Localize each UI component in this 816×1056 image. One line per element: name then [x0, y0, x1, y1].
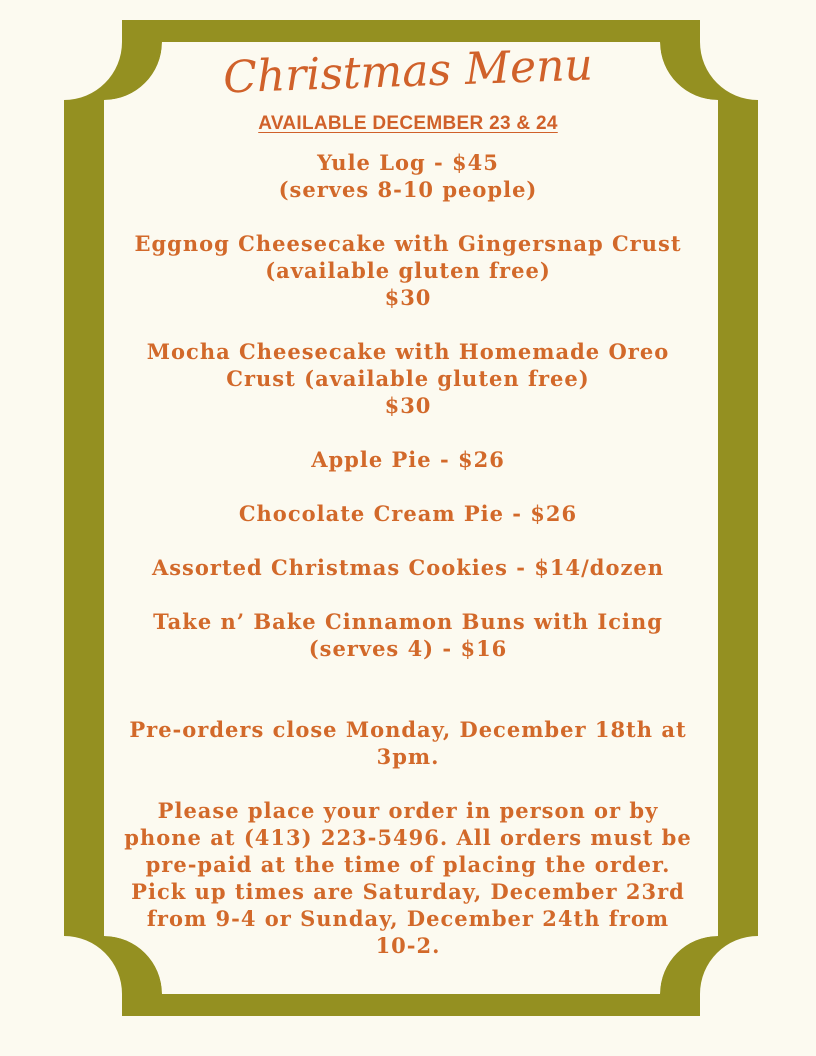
menu-item-mocha-cheesecake [110, 338, 706, 419]
menu-item-chocolate-cream-pie [110, 500, 706, 527]
item-line: (available gluten free) [265, 258, 551, 283]
order-instructions [102, 797, 714, 959]
item-line: Crust (available gluten free) [226, 366, 590, 391]
menu-item-cinnamon-buns [110, 608, 706, 662]
menu-item-christmas-cookies [110, 554, 706, 581]
item-line: Mocha Cheesecake with Homemade Oreo [146, 339, 670, 364]
instruction-line: pre-paid at the time of placing the order. [145, 852, 671, 877]
item-line: Chocolate Cream Pie - $26 [238, 501, 578, 526]
instruction-line: Pick up times are Saturday, December 23rd [131, 879, 685, 904]
notice-line: 3pm. [376, 744, 440, 769]
item-line: Apple Pie - $26 [311, 447, 505, 472]
item-line: Yule Log - $45 [317, 150, 499, 175]
menu-title: Christmas Menu [222, 39, 594, 104]
menu-items [110, 149, 706, 662]
item-line: (serves 4) - $16 [308, 636, 508, 661]
item-line: (serves 8-10 people) [278, 177, 538, 202]
availability-subtitle: AVAILABLE DECEMBER 23 & 24 [258, 113, 558, 134]
menu-item-apple-pie [110, 446, 706, 473]
notice-line: Pre-orders close Monday, December 18th at [129, 717, 687, 742]
instruction-line: 10-2. [375, 933, 441, 958]
instruction-line: from 9-4 or Sunday, December 24th from [146, 906, 670, 931]
instruction-line: Please place your order in person or by [157, 798, 659, 823]
item-line: Eggnog Cheesecake with Gingersnap Crust [134, 231, 682, 256]
item-price: $30 [384, 393, 432, 418]
menu-content [110, 40, 706, 959]
menu-item-yule-log [110, 149, 706, 203]
item-line: Assorted Christmas Cookies - $14/dozen [151, 555, 665, 580]
preorder-notice [104, 716, 712, 770]
item-line: Take n’ Bake Cinnamon Buns with Icing [153, 609, 663, 634]
instruction-line: phone at (413) 223-5496. All orders must be [124, 825, 692, 850]
menu-item-eggnog-cheesecake [110, 230, 706, 311]
item-price: $30 [384, 285, 432, 310]
